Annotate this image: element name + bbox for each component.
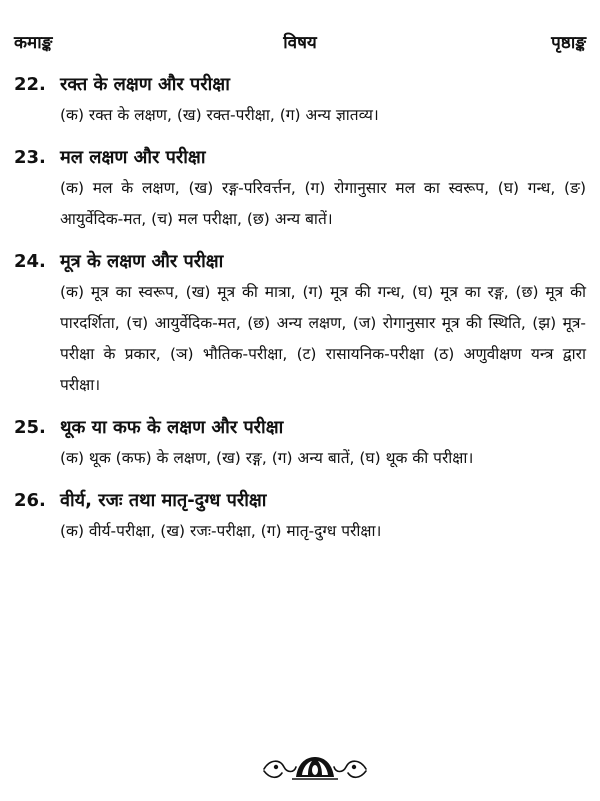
header-page-label: पृष्ठाङ्क	[551, 33, 586, 53]
header-serial-label: कमाङ्क	[14, 33, 53, 53]
contents-entry-25	[14, 413, 586, 474]
contents-entry-24	[14, 247, 586, 401]
entry-subtopics: (क) मल के लक्षण, (ख) रङ्ग-परिवर्त्तन, (ग) रोगानुसार मल का स्वरूप, (घ) गन्ध, (ङ) आयुर्वेदिक-मत, (च) मल परीक्षा, (छ) अन्य बातें।	[60, 179, 586, 228]
entry-subtopics: (क) थूक (कफ) के लक्षण, (ख) रङ्ग, (ग) अन्य बातें, (घ) थूक की परीक्षा।	[60, 449, 474, 467]
entry-number: 24.	[14, 251, 46, 272]
entry-heading	[14, 143, 586, 173]
contents-list	[14, 70, 586, 559]
entry-number: 22.	[14, 74, 46, 95]
entry-title: मूत्र के लक्षण और परीक्षा	[60, 251, 224, 272]
contents-entry-22	[14, 70, 586, 131]
entry-title: वीर्य, रजः तथा मातृ-दुग्ध परीक्षा	[60, 490, 267, 511]
entry-heading	[14, 247, 586, 277]
header-subject-label: विषय	[283, 33, 317, 53]
entry-subtopics: (क) रक्त के लक्षण, (ख) रक्त-परीक्षा, (ग) अन्य ज्ञातव्य।	[60, 106, 379, 124]
entry-title: रक्त के लक्षण और परीक्षा	[60, 74, 230, 95]
entry-subtopics: (क) वीर्य-परीक्षा, (ख) रजः-परीक्षा, (ग) मातृ-दुग्ध परीक्षा।	[60, 522, 382, 540]
decorative-ornament-icon	[262, 753, 368, 783]
entry-subtopics: (क) मूत्र का स्वरूप, (ख) मूत्र की मात्रा, (ग) मूत्र की गन्ध, (घ) मूत्र का रङ्ग, (छ) मूत्र की पारदर्शिता, (च) आयुर्वेदिक-मत, (छ) अन्य लक्षण, (ज) रोगानुसार मूत्र की स्थिति, (झ) मूत्र-परीक्षा के प्रकार, (ञ) भौतिक-परीक्षा, (ट) रासायनिक-परीक्षा (ठ) अणुवीक्षण यन्त्र द्वारा परीक्षा।	[60, 283, 586, 394]
entry-heading	[14, 413, 586, 443]
contents-entry-26	[14, 486, 586, 547]
entry-title: मल लक्षण और परीक्षा	[60, 147, 206, 168]
entry-number: 23.	[14, 147, 46, 168]
entry-title: थूक या कफ के लक्षण और परीक्षा	[60, 417, 284, 438]
entry-heading	[14, 70, 586, 100]
entry-number: 26.	[14, 490, 46, 511]
contents-entry-23	[14, 143, 586, 235]
contents-header	[14, 30, 586, 58]
entry-heading	[14, 486, 586, 516]
entry-number: 25.	[14, 417, 46, 438]
